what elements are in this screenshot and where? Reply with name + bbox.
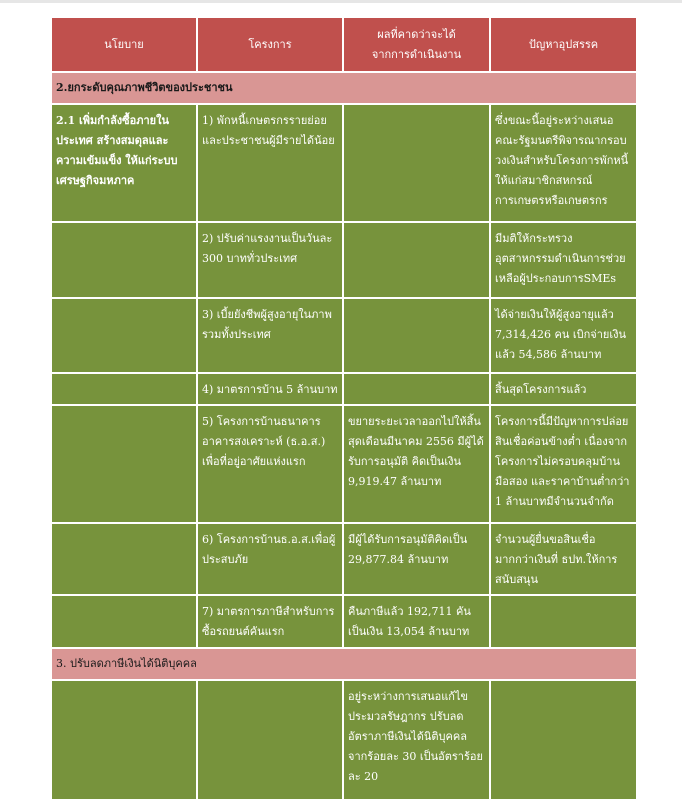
section-title: 3. ปรับลดภาษีเงินได้นิติบุคคล (51, 648, 637, 680)
policy-cell (51, 523, 197, 595)
section-title: 2.ยกระดับคุณภาพชีวิตของประชาชน (51, 72, 637, 104)
result-cell: อยู่ระหว่างการเสนอแก้ไขประมวลรัษฎากร ปรับลดอัตราภาษีเงินได้นิติบุคคลจากร้อยละ 30 เป็นอัตราร้อยละ 20 (343, 680, 490, 800)
project-cell: 7) มาตรการภาษีสำหรับการซื้อรถยนต์คันแรก (197, 595, 343, 648)
table-row (51, 373, 637, 405)
header-expected-result: ผลที่คาดว่าจะได้ จากการดำเนินงาน (343, 17, 490, 72)
header-project: โครงการ (197, 17, 343, 72)
section-row-corporate-tax (51, 648, 637, 680)
table-row (51, 298, 637, 373)
policy-cell (51, 373, 197, 405)
project-cell: 1) พักหนี้เกษตรกรรายย่อยและประชาชนผู้มีรายได้น้อย (197, 104, 343, 222)
table-row (51, 222, 637, 298)
header-row (51, 17, 637, 72)
project-cell: 5) โครงการบ้านธนาคารอาคารสงเคราะห์ (ธ.อ.ส.) เพื่อที่อยู่อาศัยแห่งแรก (197, 405, 343, 523)
table-row (51, 680, 637, 800)
result-cell (343, 222, 490, 298)
problem-cell: ซึ่งขณะนี้อยู่ระหว่างเสนอคณะรัฐมนตรีพิจารณากรอบวงเงินสำหรับโครงการพักหนี้ให้แก่สมาชิกสหกรณ์การเกษตรหรือเกษตรกร (490, 104, 637, 222)
project-cell: 6) โครงการบ้านธ.อ.ส.เพื่อผู้ประสบภัย (197, 523, 343, 595)
section-row-quality-of-life (51, 72, 637, 104)
project-cell: 3) เบี้ยยังชีพผู้สูงอายุในภาพรวมทั้งประเทศ (197, 298, 343, 373)
problem-cell: มีมติให้กระทรวงอุตสาหกรรมดำเนินการช่วยเหลือผู้ประกอบการSMEs (490, 222, 637, 298)
top-border (0, 0, 682, 3)
result-cell (343, 104, 490, 222)
problem-cell: จำนวนผู้ยื่นขอสินเชื่อมากกว่าเงินที่ ธปท.ให้การสนับสนุน (490, 523, 637, 595)
problem-cell: สิ้นสุดโครงการแล้ว (490, 373, 637, 405)
problem-cell (490, 595, 637, 648)
table-row (51, 523, 637, 595)
problem-cell: ได้จ่ายเงินให้ผู้สูงอายุแล้ว 7,314,426 คน เบิกจ่ายเงินแล้ว 54,586 ล้านบาท (490, 298, 637, 373)
header-policy: นโยบาย (51, 17, 197, 72)
result-cell (343, 298, 490, 373)
project-cell: 4) มาตรการบ้าน 5 ล้านบาท (197, 373, 343, 405)
policy-cell (51, 298, 197, 373)
policy-table (50, 16, 638, 801)
policy-cell: 2.1 เพิ่มกำลังซื้อภายในประเทศ สร้างสมดุลและความเข้มแข็ง ให้แก่ระบบเศรษฐกิจมหภาค (51, 104, 197, 222)
policy-cell (51, 405, 197, 523)
problem-cell: โครงการนี้มีปัญหาการปล่อยสินเชื่อค่อนข้างต่ำ เนื่องจากโครงการไม่ครอบคลุมบ้านมือสอง และราคาบ้านต่ำกว่า 1 ล้านบาทมีจำนวนจำกัด (490, 405, 637, 523)
problem-cell (490, 680, 637, 800)
result-cell (343, 373, 490, 405)
result-cell: ขยายระยะเวลาออกไปให้สิ้นสุดเดือนมีนาคม 2556 มีผู้ได้รับการอนุมัติ คิดเป็นเงิน 9,919.47 ล้านบาท (343, 405, 490, 523)
table-row (51, 405, 637, 523)
policy-cell (51, 222, 197, 298)
policy-cell (51, 680, 197, 800)
project-cell (197, 680, 343, 800)
result-cell: คืนภาษีแล้ว 192,711 คัน เป็นเงิน 13,054 ล้านบาท (343, 595, 490, 648)
project-cell: 2) ปรับค่าแรงงานเป็นวันละ 300 บาททั่วประเทศ (197, 222, 343, 298)
result-cell: มีผู้ได้รับการอนุมัติคิดเป็น 29,877.84 ล้านบาท (343, 523, 490, 595)
table-row (51, 595, 637, 648)
header-problems: ปัญหาอุปสรรค (490, 17, 637, 72)
policy-cell (51, 595, 197, 648)
table-row (51, 104, 637, 222)
